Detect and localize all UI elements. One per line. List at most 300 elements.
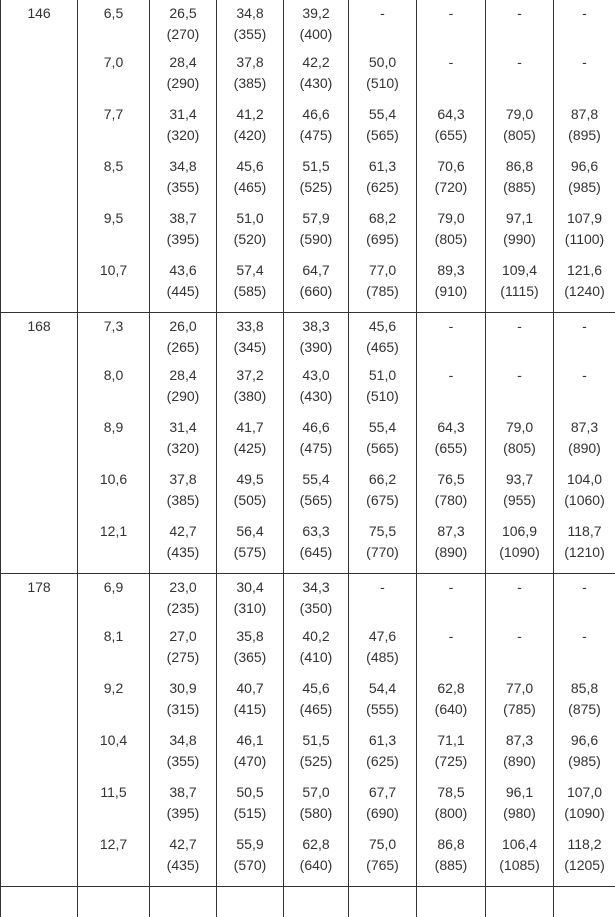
empty-cell (217, 887, 284, 917)
pressure-value: 30,9 (150, 678, 216, 699)
pressure-value: 66,2 (349, 469, 416, 490)
pressure-cell (486, 469, 554, 521)
pressure-value-alt: (985) (554, 177, 615, 198)
pressure-value: 37,2 (217, 365, 283, 386)
pressure-value-alt: (1210) (554, 542, 615, 563)
pressure-value-alt: (780) (417, 490, 485, 511)
pressure-value: 55,4 (349, 104, 416, 125)
pressure-cell (217, 730, 284, 782)
pressure-cell (150, 313, 217, 366)
table-row (1, 0, 615, 52)
pressure-value: 42,7 (150, 521, 216, 542)
pressure-value: 46,6 (284, 104, 348, 125)
pressure-value-alt: (910) (417, 281, 485, 302)
pressure-value-alt: (385) (150, 490, 216, 511)
pressure-value: 86,8 (417, 834, 485, 855)
pressure-cell (284, 782, 349, 834)
table-row (1, 52, 615, 104)
pressure-cell (486, 260, 554, 313)
pressure-value: 61,3 (349, 730, 416, 751)
pressure-cell (349, 469, 417, 521)
outer-diameter-cell (1, 678, 78, 730)
pressure-cell (150, 834, 217, 887)
pressure-value-alt: (805) (486, 125, 553, 146)
pressure-cell (217, 52, 284, 104)
pressure-cell (284, 260, 349, 313)
pressure-value-alt: (625) (349, 751, 416, 772)
pressure-cell (150, 417, 217, 469)
outer-diameter-cell (1, 104, 78, 156)
pressure-value: - (554, 577, 615, 598)
pressure-value-alt: (510) (349, 386, 416, 407)
pressure-value-alt: (885) (486, 177, 553, 198)
pressure-value: 62,8 (284, 834, 348, 855)
pressure-value-alt: (585) (217, 281, 283, 302)
pressure-value: 40,7 (217, 678, 283, 699)
pressure-value-alt: (385) (217, 73, 283, 94)
empty-cell (486, 887, 554, 917)
pressure-cell (554, 260, 615, 313)
pressure-value: 43,0 (284, 365, 348, 386)
pressure-cell (150, 260, 217, 313)
pressure-value-alt: (355) (217, 24, 283, 45)
table-row (1, 887, 615, 917)
pressure-cell (417, 834, 486, 887)
table-row (1, 104, 615, 156)
pressure-cell (349, 260, 417, 313)
wall-thickness-cell (78, 0, 150, 52)
pressure-value: 61,3 (349, 156, 416, 177)
pressure-cell (217, 521, 284, 574)
pressure-cell (554, 521, 615, 574)
outer-diameter-cell (1, 417, 78, 469)
pressure-value: 87,3 (486, 730, 553, 751)
pressure-value-alt: (565) (284, 490, 348, 511)
wall-thickness-cell (78, 730, 150, 782)
pressure-cell (217, 417, 284, 469)
pressure-cell (417, 208, 486, 260)
pressure-value-alt: (675) (349, 490, 416, 511)
pressure-cell (284, 156, 349, 208)
pressure-value-alt: (465) (217, 177, 283, 198)
empty-cell (1, 887, 78, 917)
outer-diameter-cell (1, 469, 78, 521)
pressure-value-alt: (1205) (554, 855, 615, 876)
outer-diameter-cell (1, 208, 78, 260)
pressure-cell (349, 104, 417, 156)
wall-thickness-value: 6,9 (104, 579, 123, 595)
pressure-value: 34,8 (150, 730, 216, 751)
pressure-value: 109,4 (486, 260, 553, 281)
outer-diameter-cell (1, 156, 78, 208)
pressure-value-alt: (785) (349, 281, 416, 302)
pressure-value: 41,2 (217, 104, 283, 125)
pressure-value-alt: (655) (417, 125, 485, 146)
wall-thickness-value: 8,0 (104, 367, 123, 383)
pressure-cell (486, 52, 554, 104)
pressure-value-alt: (395) (150, 803, 216, 824)
pressure-cell (349, 417, 417, 469)
outer-diameter-cell (1, 626, 78, 678)
pressure-value-alt: (420) (217, 125, 283, 146)
pressure-value-alt: (660) (284, 281, 348, 302)
pressure-value-alt: (350) (284, 598, 348, 619)
pressure-cell (417, 365, 486, 417)
pressure-value: 121,6 (554, 260, 615, 281)
pressure-value: 30,4 (217, 577, 283, 598)
pressure-cell (284, 574, 349, 627)
pressure-value-alt: (770) (349, 542, 416, 563)
pressure-cell (150, 156, 217, 208)
pressure-cell (217, 782, 284, 834)
pressure-cell (417, 469, 486, 521)
pressure-cell (417, 730, 486, 782)
pressure-cell (284, 730, 349, 782)
outer-diameter-cell (1, 365, 78, 417)
pressure-value: - (486, 52, 553, 73)
pressure-value: 87,3 (554, 417, 615, 438)
pressure-value-alt: (805) (417, 229, 485, 250)
pressure-value: 42,7 (150, 834, 216, 855)
pressure-value-alt: (720) (417, 177, 485, 198)
pressure-value: 107,9 (554, 208, 615, 229)
pressure-value-alt: (475) (284, 125, 348, 146)
pressure-cell (217, 208, 284, 260)
pressure-cell (284, 417, 349, 469)
pressure-value: 46,1 (217, 730, 283, 751)
pressure-value: 118,7 (554, 521, 615, 542)
pressure-cell (150, 782, 217, 834)
wall-thickness-value: 7,0 (104, 54, 123, 70)
pressure-value-alt: (955) (486, 490, 553, 511)
pressure-value: 71,1 (417, 730, 485, 751)
pressure-value-alt: (235) (150, 598, 216, 619)
table-row (1, 521, 615, 574)
pressure-value-alt: (290) (150, 386, 216, 407)
pressure-value: 55,4 (284, 469, 348, 490)
pressure-value: 107,0 (554, 782, 615, 803)
pressure-cell (417, 104, 486, 156)
wall-thickness-cell (78, 313, 150, 366)
wall-thickness-value: 7,7 (104, 106, 123, 122)
pressure-cell (486, 365, 554, 417)
pressure-cell (150, 104, 217, 156)
pressure-cell (486, 0, 554, 52)
pressure-value-alt: (885) (417, 855, 485, 876)
pressure-value-alt: (1100) (554, 229, 615, 250)
outer-diameter-cell (1, 52, 78, 104)
wall-thickness-value: 8,9 (104, 419, 123, 435)
pressure-value: 33,8 (217, 316, 283, 337)
pressure-value: 38,7 (150, 782, 216, 803)
pressure-value: 55,4 (349, 417, 416, 438)
pressure-cell (284, 834, 349, 887)
outer-diameter-cell (1, 313, 78, 366)
pressure-value-alt: (520) (217, 229, 283, 250)
pressure-value-alt: (800) (417, 803, 485, 824)
pressure-value-alt: (430) (284, 386, 348, 407)
pressure-value: 26,0 (150, 316, 216, 337)
pressure-value: 63,3 (284, 521, 348, 542)
pressure-value: 93,7 (486, 469, 553, 490)
pressure-cell (284, 0, 349, 52)
pressure-value-alt: (365) (217, 647, 283, 668)
pressure-value-alt: (485) (349, 647, 416, 668)
wall-thickness-value: 8,1 (104, 628, 123, 644)
pressure-value-alt: (345) (217, 337, 283, 358)
pressure-value: - (486, 577, 553, 598)
pressure-value: 64,3 (417, 104, 485, 125)
pressure-value-alt: (805) (486, 438, 553, 459)
pressure-value-alt: (390) (284, 337, 348, 358)
pressure-value: 26,5 (150, 3, 216, 24)
pressure-cell (417, 574, 486, 627)
pressure-cell (349, 52, 417, 104)
pressure-value: 23,0 (150, 577, 216, 598)
pressure-value: 46,6 (284, 417, 348, 438)
pressure-value-alt: (265) (150, 337, 216, 358)
pressure-value-alt: (475) (284, 438, 348, 459)
pressure-value: - (417, 365, 485, 386)
pressure-cell (284, 313, 349, 366)
pressure-cell (417, 417, 486, 469)
wall-thickness-cell (78, 208, 150, 260)
table-body (1, 0, 615, 917)
pressure-value-alt: (640) (417, 699, 485, 720)
empty-cell (284, 887, 349, 917)
table-row (1, 469, 615, 521)
wall-thickness-cell (78, 156, 150, 208)
pressure-value-alt: (310) (217, 598, 283, 619)
pressure-cell (349, 156, 417, 208)
pressure-cell (217, 104, 284, 156)
pressure-cell (349, 678, 417, 730)
pressure-value-alt: (895) (554, 125, 615, 146)
empty-cell (417, 887, 486, 917)
pressure-value: 47,6 (349, 626, 416, 647)
pressure-value: - (417, 52, 485, 73)
pressure-cell (284, 469, 349, 521)
outer-diameter-cell (1, 782, 78, 834)
pressure-value: 35,8 (217, 626, 283, 647)
pressure-value-alt: (430) (284, 73, 348, 94)
outer-diameter-cell (1, 521, 78, 574)
pressure-cell (417, 0, 486, 52)
table-row (1, 313, 615, 366)
pressure-value: 85,8 (554, 678, 615, 699)
pressure-value: 86,8 (486, 156, 553, 177)
pressure-cell (486, 730, 554, 782)
pressure-value-alt: (690) (349, 803, 416, 824)
pressure-cell (150, 574, 217, 627)
pressure-value: 89,3 (417, 260, 485, 281)
pressure-value-alt: (510) (349, 73, 416, 94)
wall-thickness-cell (78, 260, 150, 313)
table-row (1, 678, 615, 730)
pressure-cell (554, 0, 615, 52)
pressure-value-alt: (470) (217, 751, 283, 772)
pressure-cell (554, 365, 615, 417)
outer-diameter-value: 168 (27, 318, 50, 334)
pressure-value-alt: (425) (217, 438, 283, 459)
wall-thickness-value: 10,4 (100, 732, 127, 748)
pressure-value-alt: (270) (150, 24, 216, 45)
pressure-cell (217, 313, 284, 366)
pressure-value: 37,8 (150, 469, 216, 490)
pressure-value: 79,0 (417, 208, 485, 229)
pressure-cell (217, 574, 284, 627)
pressure-value: 41,7 (217, 417, 283, 438)
wall-thickness-value: 6,5 (104, 5, 123, 21)
wall-thickness-cell (78, 365, 150, 417)
pressure-value: 70,6 (417, 156, 485, 177)
pressure-value-alt: (575) (217, 542, 283, 563)
pressure-cell (486, 208, 554, 260)
pressure-cell (349, 365, 417, 417)
table-row (1, 730, 615, 782)
pressure-value: 51,0 (349, 365, 416, 386)
outer-diameter-cell (1, 834, 78, 887)
outer-diameter-cell (1, 260, 78, 313)
pressure-cell (150, 469, 217, 521)
pressure-value: 87,8 (554, 104, 615, 125)
pressure-cell (284, 208, 349, 260)
empty-cell (78, 887, 150, 917)
pressure-value: 55,9 (217, 834, 283, 855)
pressure-value-alt: (985) (554, 751, 615, 772)
pressure-value: 45,6 (217, 156, 283, 177)
pressure-value-alt: (275) (150, 647, 216, 668)
wall-thickness-value: 7,3 (104, 318, 123, 334)
pressure-value-alt: (565) (349, 125, 416, 146)
pressure-value-alt: (515) (217, 803, 283, 824)
pressure-value: 45,6 (349, 316, 416, 337)
pressure-cell (417, 52, 486, 104)
pressure-cell (417, 521, 486, 574)
pressure-cell (349, 626, 417, 678)
pressure-cell (486, 626, 554, 678)
pressure-cell (417, 156, 486, 208)
pressure-cell (554, 156, 615, 208)
pressure-cell (417, 678, 486, 730)
pressure-value: 62,8 (417, 678, 485, 699)
pressure-value: 28,4 (150, 52, 216, 73)
wall-thickness-value: 8,5 (104, 158, 123, 174)
pressure-value: - (554, 626, 615, 647)
pressure-value-alt: (435) (150, 542, 216, 563)
outer-diameter-cell (1, 0, 78, 52)
pressure-cell (349, 0, 417, 52)
pressure-cell (486, 417, 554, 469)
pressure-value: - (486, 3, 553, 24)
pressure-value: - (554, 52, 615, 73)
pressure-value-alt: (1240) (554, 281, 615, 302)
pressure-value: 34,3 (284, 577, 348, 598)
pressure-cell (417, 313, 486, 366)
pressure-value: - (486, 365, 553, 386)
pressure-value: 56,4 (217, 521, 283, 542)
pressure-value: 57,0 (284, 782, 348, 803)
pressure-cell (284, 104, 349, 156)
table-row (1, 365, 615, 417)
pressure-value-alt: (555) (349, 699, 416, 720)
pressure-value-alt: (465) (349, 337, 416, 358)
pressure-value: 51,0 (217, 208, 283, 229)
pressure-value-alt: (355) (150, 751, 216, 772)
pressure-cell (217, 156, 284, 208)
wall-thickness-cell (78, 626, 150, 678)
pressure-cell (486, 574, 554, 627)
pressure-value: 37,8 (217, 52, 283, 73)
pressure-value-alt: (655) (417, 438, 485, 459)
table-row (1, 782, 615, 834)
pressure-cell (217, 626, 284, 678)
pressure-cell (349, 730, 417, 782)
pressure-value-alt: (355) (150, 177, 216, 198)
pressure-value-alt: (320) (150, 125, 216, 146)
pressure-cell (217, 260, 284, 313)
pressure-value: 96,1 (486, 782, 553, 803)
wall-thickness-cell (78, 52, 150, 104)
pressure-value-alt: (415) (217, 699, 283, 720)
pressure-value: 96,6 (554, 156, 615, 177)
pressure-value: 31,4 (150, 417, 216, 438)
pressure-value: 39,2 (284, 3, 348, 24)
pressure-value: 38,3 (284, 316, 348, 337)
pressure-cell (349, 834, 417, 887)
pressure-value-alt: (875) (554, 699, 615, 720)
pressure-value: 77,0 (349, 260, 416, 281)
pressure-value: 50,0 (349, 52, 416, 73)
pressure-cell (217, 0, 284, 52)
pressure-cell (349, 208, 417, 260)
empty-cell (150, 887, 217, 917)
pressure-value-alt: (410) (284, 647, 348, 668)
wall-thickness-cell (78, 104, 150, 156)
pressure-cell (554, 626, 615, 678)
table-row (1, 834, 615, 887)
pressure-value: 31,4 (150, 104, 216, 125)
pressure-value: 64,3 (417, 417, 485, 438)
pressure-value-alt: (465) (284, 699, 348, 720)
pressure-cell (554, 834, 615, 887)
pressure-value-alt: (525) (284, 751, 348, 772)
pressure-value: 38,7 (150, 208, 216, 229)
pressure-value: 51,5 (284, 730, 348, 751)
table-row (1, 626, 615, 678)
pressure-value: 75,0 (349, 834, 416, 855)
pressure-value-alt: (380) (217, 386, 283, 407)
pressure-value-alt: (395) (150, 229, 216, 250)
wall-thickness-cell (78, 417, 150, 469)
wall-thickness-value: 11,5 (100, 784, 126, 800)
pressure-cell (150, 521, 217, 574)
pressure-value: - (349, 577, 416, 598)
pressure-cell (150, 730, 217, 782)
pressure-cell (284, 626, 349, 678)
pressure-value-alt: (565) (349, 438, 416, 459)
pressure-value: 27,0 (150, 626, 216, 647)
pressure-cell (349, 574, 417, 627)
pressure-cell (284, 521, 349, 574)
pressure-value: - (417, 3, 485, 24)
pressure-value: - (349, 3, 416, 24)
pressure-value-alt: (890) (554, 438, 615, 459)
pressure-cell (150, 0, 217, 52)
pressure-value: 54,4 (349, 678, 416, 699)
pressure-value: 68,2 (349, 208, 416, 229)
pressure-value-alt: (290) (150, 73, 216, 94)
